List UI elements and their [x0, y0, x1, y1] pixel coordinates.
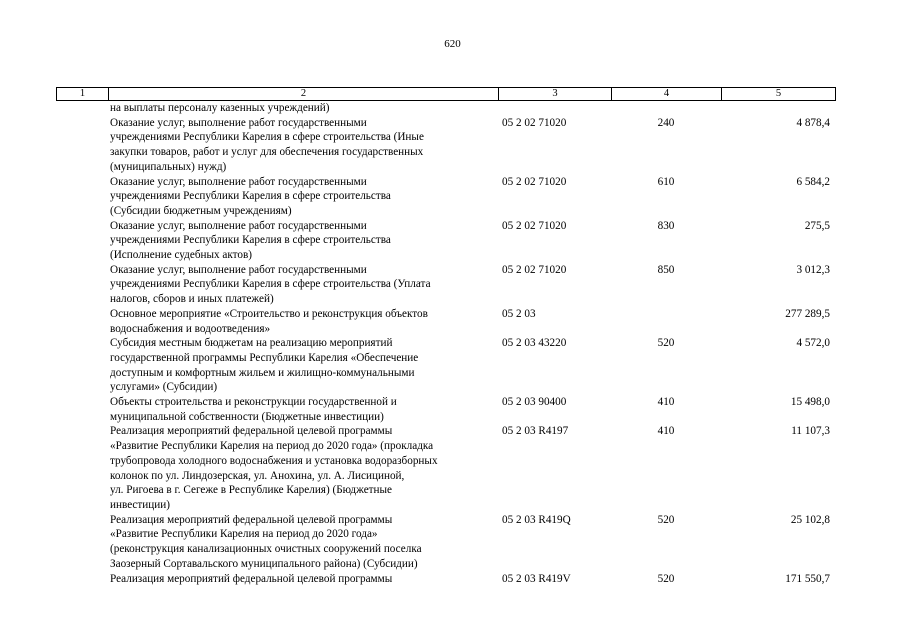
row-name: Объекты строительства и реконструкции государственной и муниципальной собственности (Бюджетные инвестиции) — [110, 396, 397, 423]
row-code: 05 2 02 71020 — [502, 219, 567, 232]
row-code — [498, 101, 611, 116]
table-header — [56, 87, 836, 101]
row-type — [611, 307, 721, 336]
row-empty-cell — [56, 513, 108, 572]
row-amount — [721, 101, 834, 116]
row-name: Реализация мероприятий федеральной целевой программы — [110, 572, 393, 585]
row-empty-cell — [56, 572, 108, 587]
header-col-5: 5 — [775, 88, 782, 99]
row-code: 05 2 03 R419Q — [502, 513, 571, 526]
row-type: 520 — [657, 337, 675, 350]
row-empty-cell — [56, 336, 108, 395]
header-col-4: 4 — [612, 88, 722, 100]
row-name: Оказание услуг, выполнение работ государственными учреждениями Республики Карелия в сфере строительства (Исполнение судебных актов) — [110, 219, 391, 262]
row-empty-cell — [56, 263, 108, 307]
table-row — [56, 116, 834, 175]
table-row — [56, 572, 834, 587]
row-type: 240 — [657, 116, 675, 129]
row-name: Оказание услуг, выполнение работ государственными учреждениями Республики Карелия в сфере строительства (Субсидии бюджетным учреждениям) — [110, 175, 391, 217]
row-amount: 171 550,7 — [785, 572, 830, 585]
row-empty-cell — [56, 101, 108, 116]
row-code: 05 2 02 71020 — [502, 116, 567, 129]
row-type: 520 — [657, 572, 675, 585]
table-row — [56, 219, 834, 263]
row-name: Реализация мероприятий федеральной целевой программы «Развитие Республики Карелия на период до 2020 года» (прокладка трубопровода холодного водоснабжения и установка водоразборных колонок по ул. Линдозерская, ул. Анохина, ул. А. Лисициной, ул. Ригоева в г. Сегеже в Республике Карелия) (Бюджетные инвестиции) — [110, 425, 438, 511]
row-code: 05 2 02 71020 — [502, 263, 567, 276]
row-empty-cell — [56, 175, 108, 219]
row-empty-cell — [56, 395, 108, 424]
row-amount: 277 289,5 — [785, 307, 830, 320]
table-row — [56, 101, 834, 116]
page-number: 620 — [444, 38, 461, 50]
row-type: 610 — [657, 175, 675, 188]
row-name: Субсидия местным бюджетам на реализацию мероприятий государственной программы Республики Карелия «Обеспечение доступным и комфортным жильем и жилищно-коммунальными услугами» (Субсидии) — [110, 337, 419, 394]
table-row — [56, 513, 834, 572]
row-code: 05 2 03 R4197 — [502, 425, 569, 438]
row-name: Оказание услуг, выполнение работ государственными учреждениями Республики Карелия в сфере строительства (Уплата налогов, сборов и иных платежей) — [110, 263, 431, 306]
row-empty-cell — [56, 424, 108, 512]
row-empty-cell — [56, 116, 108, 175]
row-type: 850 — [657, 263, 675, 276]
row-amount: 4 878,4 — [796, 116, 830, 129]
row-code: 05 2 03 90400 — [502, 396, 567, 409]
table-row — [56, 175, 834, 219]
row-code: 05 2 02 71020 — [502, 175, 567, 188]
header-col-3: 3 — [499, 88, 612, 100]
row-amount: 11 107,3 — [791, 425, 830, 438]
row-name: Основное мероприятие «Строительство и реконструкция объектов водоснабжения и водоотведения» — [110, 307, 428, 335]
table-body — [56, 101, 834, 586]
row-empty-cell — [56, 307, 108, 336]
row-name: Реализация мероприятий федеральной целевой программы «Развитие Республики Карелия на период до 2020 года» (реконструкция канализационных очистных сооружений поселка Заозерный Сортавальского муниципального района) (Субсидии) — [110, 513, 422, 570]
row-amount: 6 584,2 — [796, 175, 830, 188]
row-code: 05 2 03 R419V — [502, 572, 571, 585]
row-type — [611, 101, 721, 116]
row-code: 05 2 03 43220 — [502, 337, 567, 350]
row-amount: 4 572,0 — [796, 337, 830, 350]
table-row — [56, 395, 834, 424]
row-type: 410 — [657, 396, 675, 409]
row-name: на выплаты персоналу казенных учреждений) — [110, 102, 330, 114]
row-code: 05 2 03 — [502, 307, 536, 320]
row-type: 520 — [657, 513, 675, 526]
row-amount: 25 102,8 — [790, 513, 830, 526]
table-row — [56, 336, 834, 395]
table-row — [56, 307, 834, 336]
row-type: 830 — [657, 219, 675, 232]
row-name: Оказание услуг, выполнение работ государственными учреждениями Республики Карелия в сфере строительства (Иные закупки товаров, работ и услуг для обеспечения государственных (муниципальных) нужд) — [110, 116, 424, 173]
row-amount: 3 012,3 — [796, 263, 830, 276]
table-row — [56, 424, 834, 512]
row-empty-cell — [56, 219, 108, 263]
row-type: 410 — [657, 425, 675, 438]
row-amount: 275,5 — [804, 219, 830, 232]
row-amount: 15 498,0 — [790, 396, 830, 409]
header-col-1: 1 — [57, 88, 109, 100]
table-row — [56, 263, 834, 307]
header-col-2: 2 — [109, 88, 499, 100]
